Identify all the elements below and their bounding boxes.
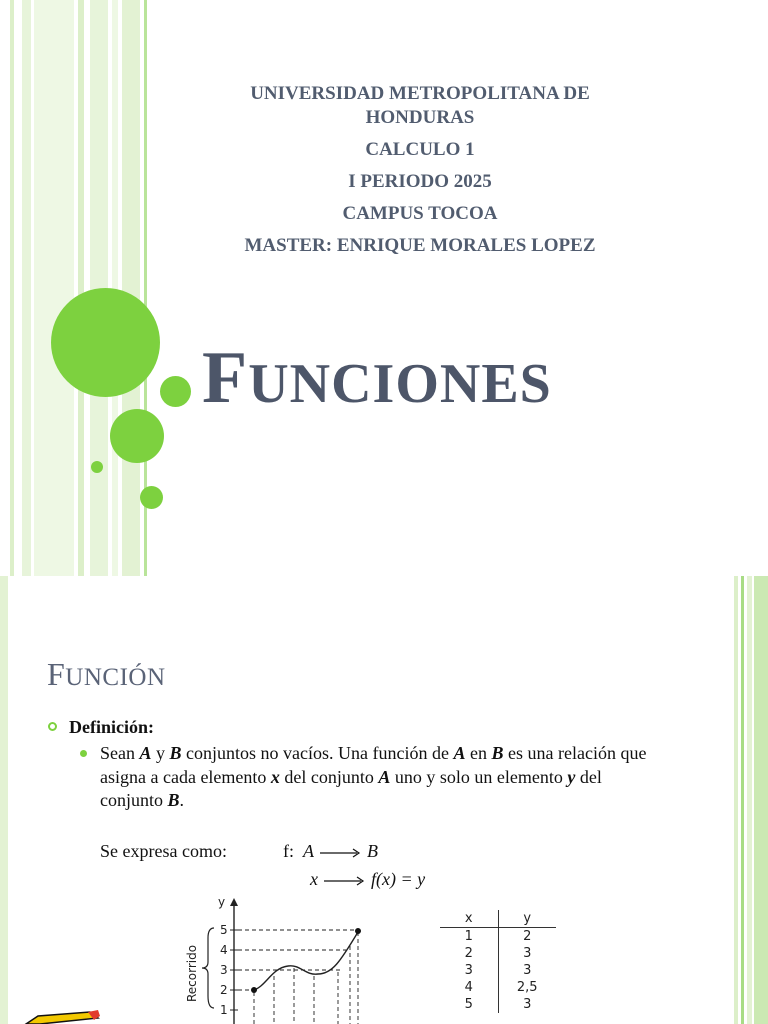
decorative-circle bbox=[160, 376, 191, 407]
mapping-line-2 bbox=[310, 868, 425, 890]
definition-text bbox=[100, 742, 660, 813]
element-y: y bbox=[567, 766, 576, 787]
start-point bbox=[251, 987, 257, 993]
table-row bbox=[440, 996, 556, 1013]
text-fragment: conjuntos no vacíos. Una función de bbox=[181, 743, 454, 763]
definition-slide bbox=[0, 576, 768, 1024]
column-header: y bbox=[498, 910, 556, 928]
y-tick-label: 4 bbox=[220, 943, 228, 957]
slide-title-rest: UNCIÓN bbox=[65, 664, 166, 691]
set-b: B bbox=[367, 841, 378, 861]
text-fragment: del conjunto bbox=[279, 766, 379, 787]
table-cell: 2 bbox=[440, 945, 498, 962]
decorative-circle bbox=[91, 461, 103, 473]
function-value: f(x) = y bbox=[371, 869, 426, 889]
table-cell: 3 bbox=[440, 962, 498, 979]
decorative-strip bbox=[10, 0, 14, 576]
arrow-icon bbox=[323, 875, 367, 887]
slide-title-cap: F bbox=[202, 337, 249, 419]
campus: CAMPUS TOCOA bbox=[342, 203, 498, 224]
slide-title-rest: UNCIONES bbox=[248, 353, 552, 415]
text-fragment: y bbox=[151, 743, 170, 763]
y-tick-label: 3 bbox=[220, 963, 228, 977]
slide-title-cap: F bbox=[47, 656, 66, 692]
text-fragment: uno y solo un elemento bbox=[390, 766, 568, 787]
function-name: f: bbox=[283, 841, 294, 861]
table-row bbox=[440, 945, 556, 962]
instructor: MASTER: ENRIQUE MORALES LOPEZ bbox=[244, 235, 596, 256]
table-cell: 3 bbox=[523, 997, 532, 1012]
table-cell: 1 bbox=[440, 928, 498, 946]
ring-bullet-icon bbox=[48, 722, 57, 731]
decorative-circle bbox=[51, 288, 160, 397]
course-name: CALCULO 1 bbox=[365, 139, 475, 160]
decorative-strip bbox=[34, 0, 74, 576]
bullet-label: Definición: bbox=[69, 717, 154, 737]
set-b: B bbox=[169, 743, 182, 763]
table-cell: 2 bbox=[523, 929, 532, 944]
decorative-strip bbox=[22, 0, 31, 576]
set-a: A bbox=[139, 743, 152, 763]
y-axis-arrow-icon bbox=[230, 898, 238, 906]
y-tick-label: 5 bbox=[220, 923, 228, 937]
table-cell: 3 bbox=[523, 963, 532, 978]
table-header-row bbox=[440, 910, 556, 928]
column-header: x bbox=[440, 910, 498, 928]
function-curve bbox=[254, 932, 358, 990]
function-graph bbox=[180, 894, 380, 1024]
table-row bbox=[440, 979, 556, 996]
pencil-icon bbox=[20, 1010, 110, 1024]
set-b: B bbox=[491, 743, 504, 763]
text-fragment: . bbox=[179, 790, 185, 810]
text-fragment: en bbox=[465, 743, 492, 763]
set-a: A bbox=[453, 743, 466, 763]
element-x: x bbox=[270, 766, 280, 787]
value-table bbox=[440, 910, 556, 1013]
course-header bbox=[200, 82, 640, 266]
y-tick-label: 2 bbox=[220, 983, 228, 997]
table-cell: 5 bbox=[440, 996, 498, 1013]
set-b: B bbox=[167, 790, 180, 810]
decorative-strip bbox=[741, 576, 744, 1024]
table-cell: 2,5 bbox=[516, 980, 538, 995]
decorative-strip bbox=[747, 576, 752, 1024]
range-brace bbox=[202, 928, 214, 1008]
period: I PERIODO 2025 bbox=[348, 171, 492, 192]
end-point bbox=[355, 928, 361, 934]
element-x: x bbox=[310, 869, 318, 889]
decorative-circle bbox=[140, 486, 163, 509]
y-tick-label: 1 bbox=[220, 1003, 228, 1017]
set-a: A bbox=[303, 841, 314, 861]
table-cell: 3 bbox=[523, 946, 532, 961]
text-fragment: es una relación que asigna a cada elemento bbox=[100, 743, 647, 787]
guide-lines bbox=[238, 930, 358, 1024]
dot-bullet-icon bbox=[80, 750, 87, 757]
range-label: Recorrido bbox=[185, 944, 199, 1002]
arrow-icon bbox=[319, 847, 363, 859]
university-name: UNIVERSIDAD METROPOLITANA DE HONDURAS bbox=[250, 83, 590, 128]
decorative-strip bbox=[78, 0, 84, 576]
table-row bbox=[440, 928, 556, 946]
y-axis-label: y bbox=[218, 895, 226, 909]
decorative-strip bbox=[0, 576, 8, 1024]
decorative-strip bbox=[754, 576, 768, 1024]
mapping-line-1 bbox=[283, 840, 378, 862]
slide-title bbox=[202, 330, 552, 432]
decorative-strip bbox=[122, 0, 140, 576]
slide-title bbox=[47, 654, 166, 698]
set-a: A bbox=[378, 766, 391, 787]
text-fragment: del conjunto bbox=[100, 766, 602, 810]
table-cell: 4 bbox=[440, 979, 498, 996]
decorative-circle bbox=[110, 409, 164, 463]
expression-label: Se expresa como: bbox=[100, 841, 227, 861]
decorative-strip bbox=[734, 576, 738, 1024]
table-row bbox=[440, 962, 556, 979]
bullet-definition bbox=[48, 716, 154, 738]
text-fragment: Sean bbox=[100, 743, 140, 763]
